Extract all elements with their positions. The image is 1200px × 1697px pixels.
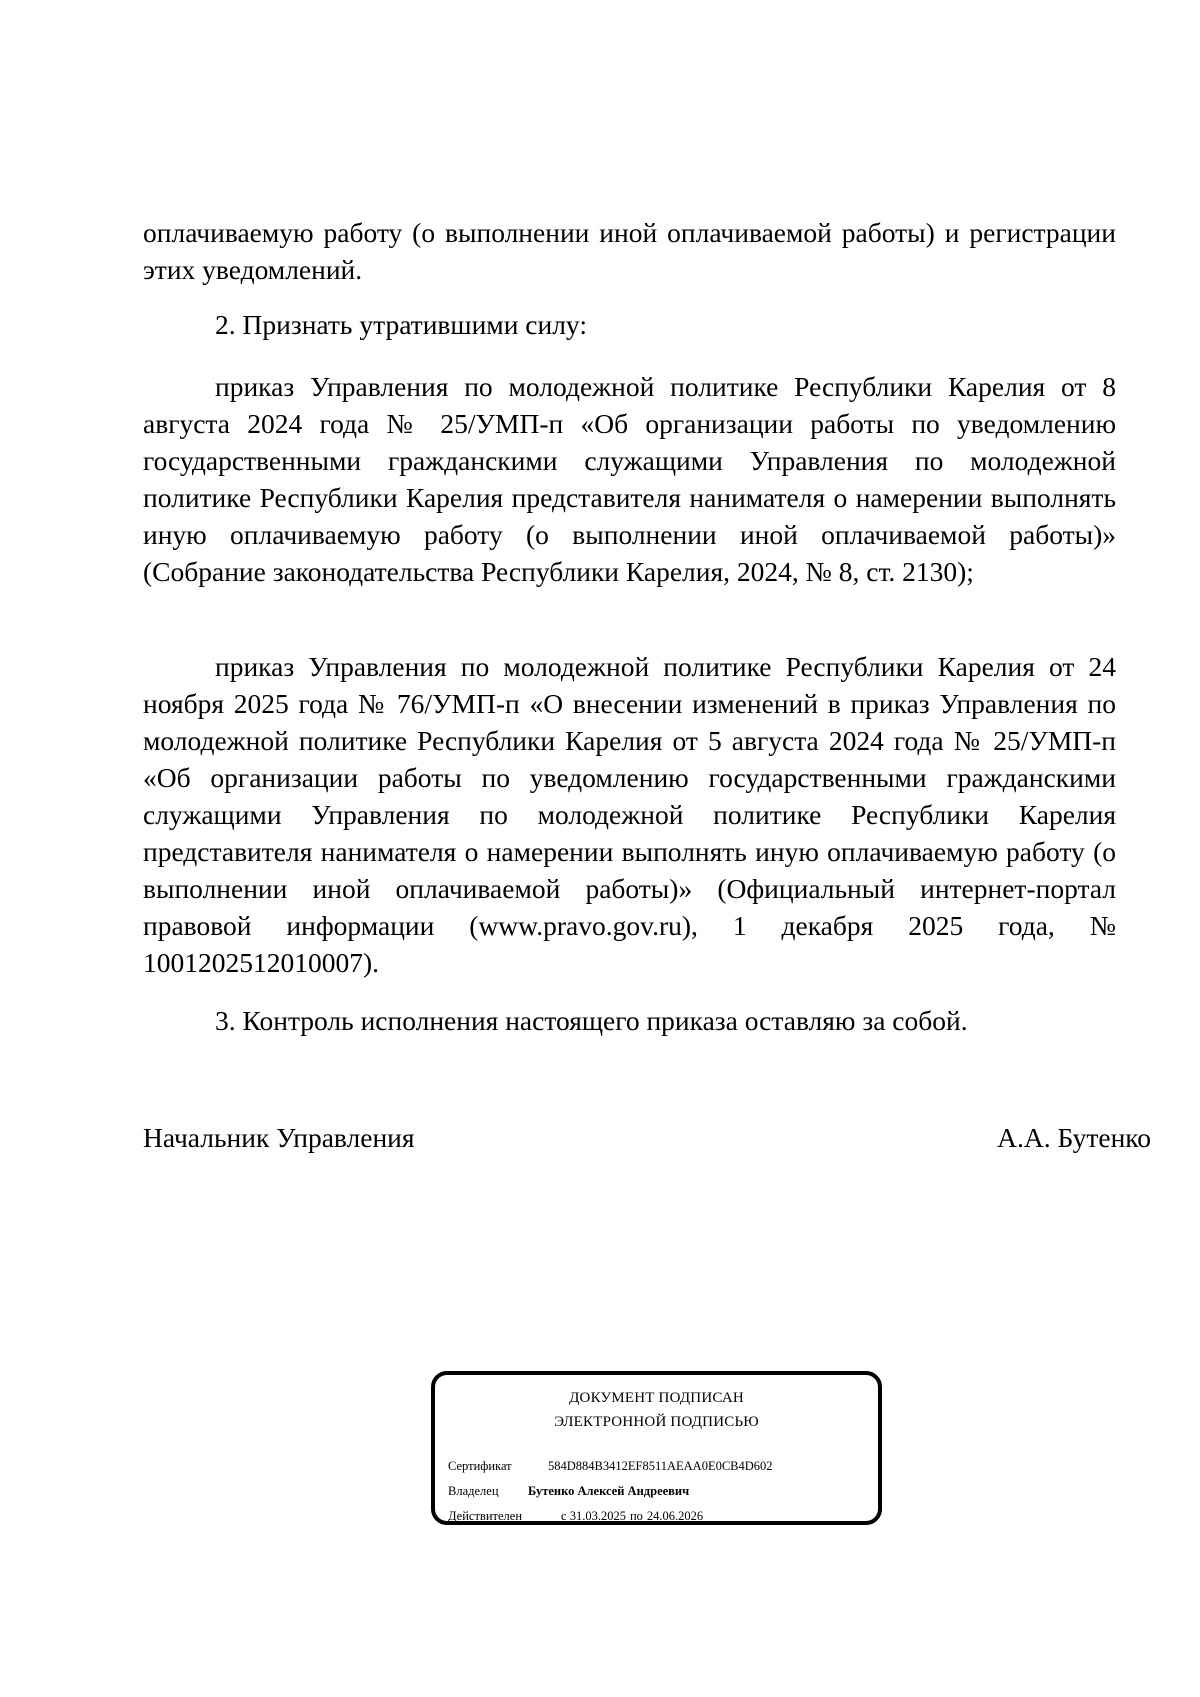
stamp-validity-row [448, 1508, 703, 1524]
paragraph-repealed-order-1: приказ Управления по молодежной политике Республики Карелия от 8 августа 2024 года № 25/УМП-п «Об организации работы по уведомлению государственными гражданскими служащими Управления по молодежной политике Республики Карелия представителя нанимателя о намерении выполнять иную оплачиваемую работу (о выполнении иной оплачиваемой работы)» (Собрание законодательства Республики Карелия, 2024, № 8, ст. 2130); [143, 371, 1116, 587]
stamp-title-line-2: ЭЛЕКТРОННОЙ ПОДПИСЬЮ [554, 1414, 759, 1430]
signatory-position: Начальник Управления [143, 1122, 415, 1153]
paragraph-continuation: оплачиваемую работу (о выполнении иной оплачиваемой работы) и регистрации этих уведомлений. [143, 217, 1116, 285]
paragraph-item-2: 2. Признать утратившими силу: [215, 309, 587, 340]
paragraph-item-3: 3. Контроль исполнения настоящего приказа оставляю за собой. [215, 1005, 968, 1036]
owner-value: Бутенко Алексей Андреевич [528, 1484, 690, 1498]
stamp-title-line-1: ДОКУМЕНТ ПОДПИСАН [569, 1390, 744, 1406]
certificate-label: Сертификат [448, 1459, 512, 1473]
signatory-name: А.А. Бутенко [997, 1122, 1151, 1153]
stamp-title [435, 1386, 878, 1434]
stamp-owner-row [448, 1483, 689, 1499]
paragraph-repealed-order-2: приказ Управления по молодежной политике Республики Карелия от 24 ноября 2025 года № 76/УМП-п «О внесении изменений в приказ Управления по молодежной политике Республики Карелия от 5 августа 2024 года № 25/УМП-п «Об организации работы по уведомлению государственными гражданскими служащими Управления по молодежной политике Республики Карелия представителя нанимателя о намерении выполнять иную оплачиваемую работу (о выполнении иной оплачиваемой работы)» (Официальный интернет-портал правовой информации (www.pravo.gov.ru), 1 декабря 2025 года, № 1001202512010007). [143, 651, 1116, 978]
owner-label: Владелец [448, 1484, 499, 1498]
valid-to-label: по [629, 1509, 643, 1523]
valid-from-label: с [561, 1509, 567, 1523]
electronic-signature-stamp [431, 1371, 882, 1525]
valid-to-date: 24.06.2026 [646, 1509, 704, 1523]
signature-block [143, 1119, 1151, 1156]
valid-from-date: 31.03.2025 [569, 1509, 626, 1523]
certificate-value: 584D884B3412EF8511AEAA0E0CB4D602 [548, 1459, 773, 1473]
valid-label: Действителен [448, 1509, 523, 1523]
stamp-certificate-row [448, 1458, 773, 1474]
